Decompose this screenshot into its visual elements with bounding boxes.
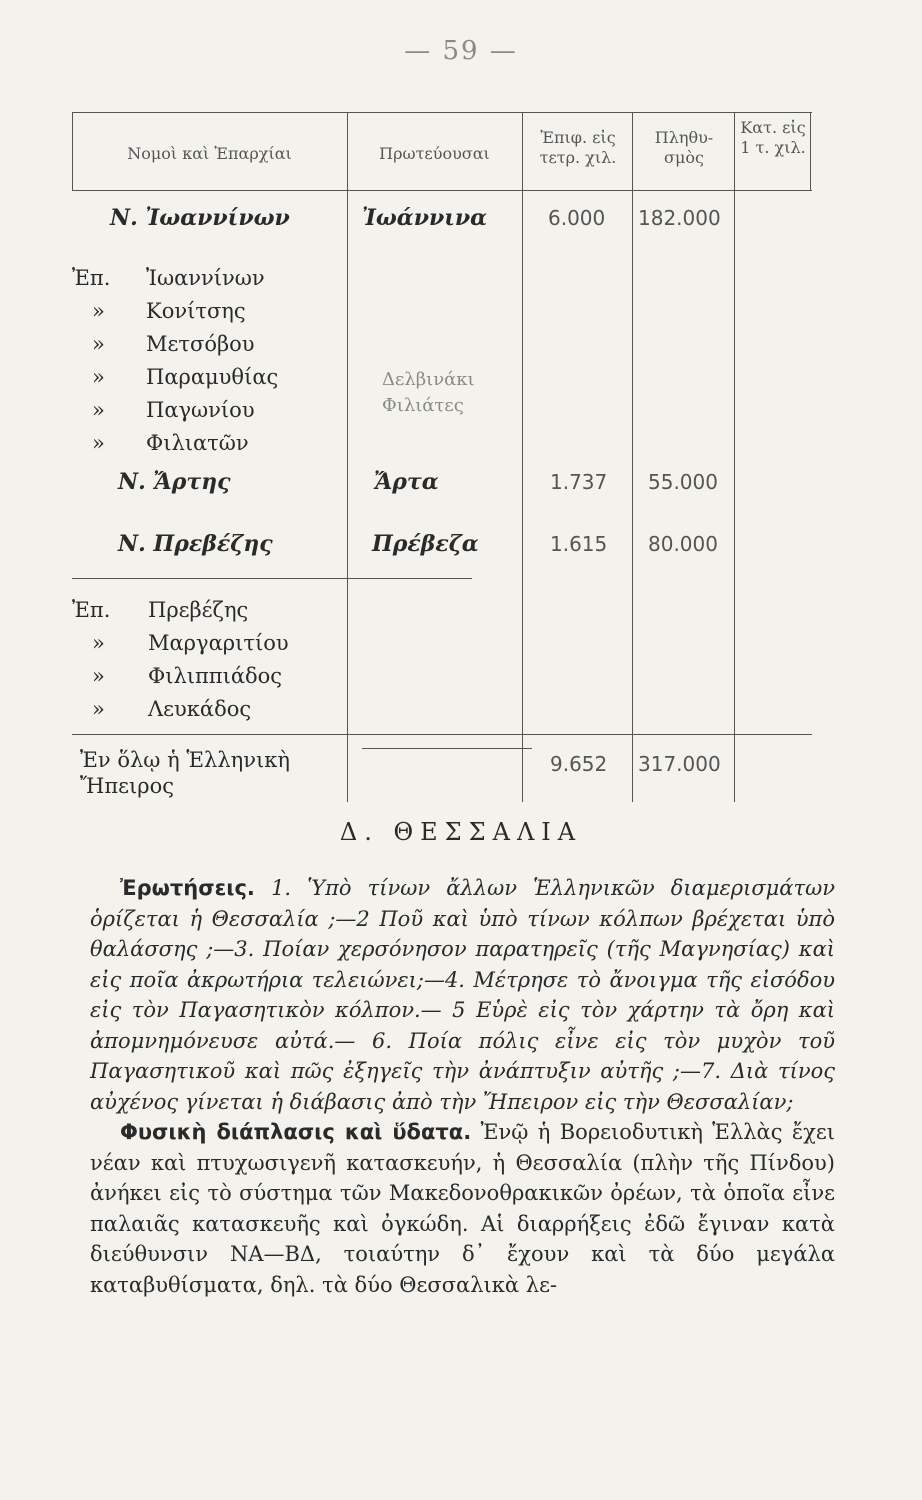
eparchy-prefix: »	[92, 631, 105, 655]
table-col-rule-6	[810, 112, 811, 190]
page-number: — 59 —	[404, 36, 518, 66]
eparchy-prefix: »	[92, 431, 105, 455]
eparchy-name: Παραμυθίας	[146, 365, 279, 389]
eparchy-name: Πρεβέζης	[148, 598, 249, 622]
nomos-preveza: Ν. Πρεβέζης	[118, 531, 273, 557]
total-area: 9.652	[550, 752, 608, 776]
area-preveza: 1.615	[550, 532, 608, 556]
eparchy-prefix: Ἐπ.	[72, 598, 111, 622]
eparchy-prefix: »	[92, 332, 105, 356]
eparchy-prefix: »	[92, 365, 105, 389]
eparchy-name: Παγωνίου	[146, 398, 255, 422]
eparchy-name: Λευκάδος	[148, 697, 252, 721]
eparchy-prefix: »	[92, 664, 105, 688]
questions-text: 1. Ὑπὸ τίνων ἄλλων Ἑλληνικῶν διαμερισμάτων ὁρίζεται ἡ Θεσσαλία ;—2 Ποῦ καὶ ὑπὸ τίνων κόλπων βρέχεται ὑπὸ θαλάσσης ;—3. Ποίαν χερσόνησον παρατηρεῖς (τῆς Μαγνησίας) καὶ εἰς ποῖα ἀκρωτήρια τελειώνει;—4. Μέτρησε τὸ ἄνοιγμα τῆς εἰσόδου εἰς τὸν Παγασητικὸν κόλπον.— 5 Εὑρὲ εἰς τὸν χάρτην τὰ ὄρη καὶ ἀπομνημόνευσε αὐτά.— 6. Ποία πόλις εἶνε εἰς τὸν μυχὸν τοῦ Παγασητικοῦ καὶ πῶς ἐξηγεῖς τὴν ἀνάπτυξιν αὐτῆς ;—7. Διὰ τίνος αὐχένος γίνεται ἡ διάβασις ἀπὸ τὴν Ἤπειρον εἰς τὴν Θεσσαλίαν;	[90, 876, 835, 1114]
header-proteuousai: Πρωτεύουσαι	[379, 144, 490, 163]
nomos-arta: Ν. Ἄρτης	[118, 469, 231, 495]
eparchy-capital: Φιλιάτες	[382, 395, 464, 416]
area-ioannina: 6.000	[548, 206, 606, 230]
header-nomoi: Νομοὶ καὶ Ἐπαρχίαι	[127, 144, 292, 163]
table-top-rule	[72, 112, 812, 113]
population-ioannina: 182.000	[638, 206, 721, 230]
physical-text: Ἐνῷ ἡ Βορειοδυτικὴ Ἑλλὰς ἔχει νέαν καὶ πτυχωσιγενῆ κατασκευήν, ἡ Θεσσαλία (πλὴν τῆς Πίνδου) ἀνήκει εἰς τὸ σύστημα τῶν Μακεδονοθρακικῶν ὀρέων, τὰ ὁποῖα εἶνε παλαιᾶς κατασκευῆς καὶ ὀγκώδη. Αἱ διαρρήξεις ἐδῶ ἔγιναν κατὰ διεύθυνσιν ΝΑ—ΒΔ, τοιαύτην δ᾽ ἔχουν καὶ τὰ δύο μεγάλα καταβυθίσματα, δηλ. τὰ δύο Θεσσαλικὰ λε-	[90, 1120, 835, 1297]
population-arta: 55.000	[648, 470, 718, 494]
eparchy-prefix: »	[92, 697, 105, 721]
table-col-rule-5	[734, 112, 735, 802]
eparchy-name: Φιλιππιάδος	[148, 664, 283, 688]
questions-lead: Ἐρωτήσεις.	[120, 876, 255, 900]
table-col-rule-2	[347, 112, 348, 802]
nomos-ioannina: Ν. Ἰωαννίνων	[110, 205, 290, 231]
eparchy-name: Ἰωαννίνων	[146, 266, 265, 290]
eparchy-name: Φιλιατῶν	[146, 431, 249, 455]
table-total-rule-2	[362, 748, 532, 749]
population-table	[72, 112, 812, 802]
table-section-rule	[72, 578, 472, 579]
header-density: Κατ. εἰς 1 τ. χιλ.	[740, 118, 806, 157]
physical-lead: Φυσικὴ διάπλασις καὶ ὕδατα.	[120, 1120, 472, 1144]
eparchy-prefix: »	[92, 299, 105, 323]
total-label-line1: Ἐν ὅλῳ ἡ Ἑλληνικὴ	[80, 748, 290, 772]
eparchy-name: Μετσόβου	[146, 332, 255, 356]
section-title: Δ. ΘΕΣΣΑΛΙΑ	[339, 818, 583, 846]
eparchy-prefix: »	[92, 398, 105, 422]
body-text	[90, 873, 835, 1300]
capital-preveza: Πρέβεζα	[372, 531, 479, 557]
total-label-line2: Ἤπειρος	[80, 774, 175, 798]
capital-arta: Ἄρτα	[374, 469, 439, 495]
eparchy-prefix: Ἐπ.	[72, 266, 111, 290]
physical-paragraph	[90, 1117, 835, 1300]
table-header-rule	[72, 190, 812, 191]
eparchy-name: Μαργαριτίου	[148, 631, 289, 655]
total-population: 317.000	[638, 752, 721, 776]
header-population: Πληθυ- σμὸς	[654, 128, 714, 167]
eparchy-capital: Δελβινάκι	[382, 369, 475, 390]
population-preveza: 80.000	[648, 532, 718, 556]
questions-paragraph	[90, 873, 835, 1117]
table-col-rule-4	[632, 112, 633, 802]
eparchy-name: Κονίτσης	[146, 299, 246, 323]
capital-ioannina: Ἰωάννινα	[362, 205, 488, 231]
table-total-rule	[72, 734, 812, 735]
header-area: Ἐπιφ. εἰς τετρ. χιλ.	[539, 128, 617, 167]
area-arta: 1.737	[550, 470, 608, 494]
table-col-rule-3	[522, 112, 523, 802]
